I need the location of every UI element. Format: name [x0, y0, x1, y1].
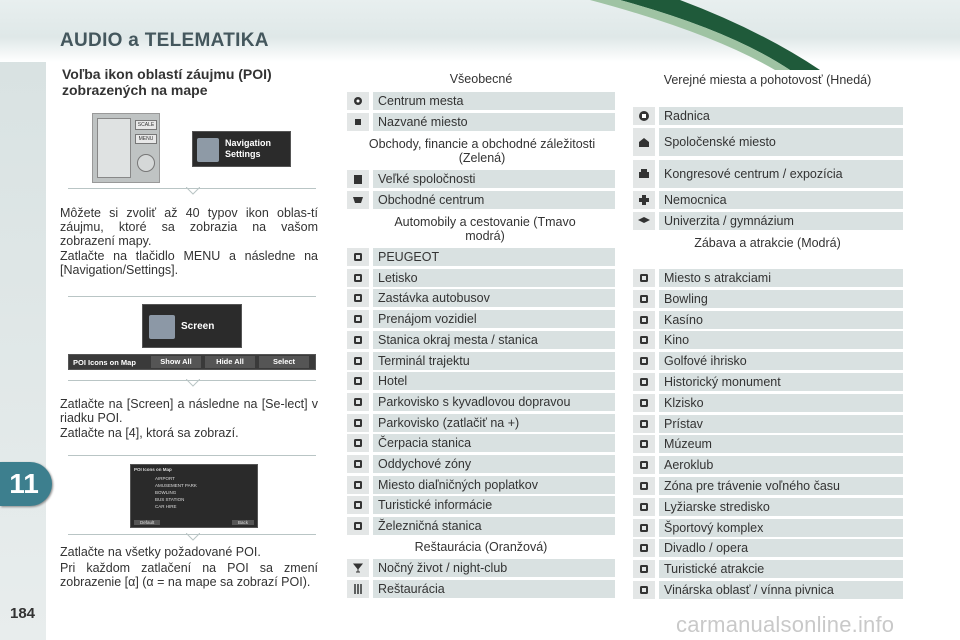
- poi-item: Kongresové centrum / expozícia: [633, 160, 903, 188]
- peugeot-icon: [347, 248, 369, 266]
- poi-item: Terminál trajektu: [347, 352, 615, 370]
- poi-item: Nočný život / night-club: [347, 559, 615, 577]
- poi-item: Nazvané miesto: [347, 113, 615, 131]
- city-centre-icon: [347, 92, 369, 110]
- poi-item: Zastávka autobusov: [347, 289, 615, 307]
- poi-item: Nemocnica: [633, 191, 903, 209]
- settings-tools-icon: [197, 138, 219, 162]
- named-place-icon: [347, 113, 369, 131]
- screen-icon: [149, 315, 175, 339]
- poi-item: Parkovisko s kyvadlovou dopravou: [347, 393, 615, 411]
- poi-item: Oddychové zóny: [347, 455, 615, 473]
- poi-item: Kasíno: [633, 311, 903, 329]
- parking-icon: [347, 414, 369, 432]
- poi-item: Parkovisko (zatlačiť na +): [347, 414, 615, 432]
- watermark: carmanualsonline.info: [676, 612, 895, 637]
- paragraph-2: Zatlačte na tlačidlo MENU a následne na [Navigation/Settings].: [60, 249, 318, 277]
- nav-label: Navigation: [225, 138, 272, 148]
- select-button: Select: [259, 356, 309, 368]
- university-icon: [633, 212, 655, 230]
- sports-icon: [633, 519, 655, 537]
- chapter-tab: 11: [0, 462, 52, 506]
- poi-item: Klzisko: [633, 394, 903, 412]
- separator: [68, 534, 316, 535]
- ski-icon: [633, 498, 655, 516]
- ferry-icon: [347, 352, 369, 370]
- hide-all-button: Hide All: [205, 356, 255, 368]
- casino-icon: [633, 311, 655, 329]
- poi-item: Prístav: [633, 415, 903, 433]
- poi-item: Divadlo / opera: [633, 539, 903, 557]
- page-header: [0, 0, 960, 62]
- shopping-icon: [347, 191, 369, 209]
- poi-list-row: AMUSEMENT PARK: [155, 483, 197, 488]
- nav-settings-screenshot: [192, 131, 291, 167]
- airport-icon: [347, 269, 369, 287]
- poi-list-row: BUS STATION: [155, 497, 185, 502]
- device-screenshot: [92, 113, 160, 183]
- golf-icon: [633, 352, 655, 370]
- show-all-button: Show All: [151, 356, 201, 368]
- bowling-icon: [633, 290, 655, 308]
- default-button: Default: [134, 520, 160, 525]
- poi-item: Stanica okraj mesta / stanica: [347, 331, 615, 349]
- tourist-info-icon: [347, 496, 369, 514]
- poi-list-row: AIRPORT: [155, 476, 175, 481]
- scale-button: SCALE: [135, 120, 157, 130]
- company-icon: [347, 170, 369, 188]
- poi-item: Železničná stanica: [347, 517, 615, 535]
- separator: [68, 296, 316, 297]
- tourist-attraction-icon: [633, 560, 655, 578]
- poi-item: Múzeum: [633, 435, 903, 453]
- separator: [68, 380, 316, 381]
- restaurant-icon: [347, 580, 369, 598]
- paragraph-1: Môžete si zvoliť až 40 typov ikon oblas-tí záujmu, ktoré sa zobrazia na vašom zobrazení mapy.: [60, 206, 318, 248]
- hotel-icon: [347, 372, 369, 390]
- category-heading: Všeobecné: [449, 72, 513, 86]
- paragraph-5: Zatlačte na všetky požadované POI.: [60, 545, 261, 559]
- bus-icon: [347, 289, 369, 307]
- rest-area-icon: [347, 455, 369, 473]
- toll-icon: [347, 476, 369, 494]
- poi-item: Zóna pre trávenie voľného času: [633, 477, 903, 495]
- poi-item: Aeroklub: [633, 456, 903, 474]
- category-heading: Reštaurácia (Oranžová): [414, 540, 548, 554]
- aeroclub-icon: [633, 456, 655, 474]
- category-heading: Verejné miesta a pohotovosť (Hnedá): [663, 73, 872, 87]
- poi-item: Lyžiarske stredisko: [633, 498, 903, 516]
- poi-item: Miesto diaľničných poplatkov: [347, 476, 615, 494]
- poi-bar-title: POI Icons on Map: [73, 357, 136, 367]
- ice-rink-icon: [633, 394, 655, 412]
- poi-list-row: CAR HIRE: [155, 504, 177, 509]
- poi-item: Miesto s atrakciami: [633, 269, 903, 287]
- poi-list-screenshot: [130, 464, 258, 528]
- train-icon: [347, 517, 369, 535]
- poi-item: Športový komplex: [633, 519, 903, 537]
- station-icon: [347, 331, 369, 349]
- paragraph-6: Pri každom zatlačení na POI sa zmení zobrazenie [α] (α = na mape sa zobrazí POI).: [60, 561, 318, 589]
- category-heading: Zábava a atrakcie (Modrá): [694, 236, 841, 250]
- jog-dial: [137, 154, 155, 172]
- separator: [68, 455, 316, 456]
- poi-list-row: BOWLING: [155, 490, 177, 495]
- poi-item: Bowling: [633, 290, 903, 308]
- menu-button: MENU: [135, 134, 157, 144]
- nightlife-icon: [347, 559, 369, 577]
- wine-icon: [633, 581, 655, 599]
- theatre-icon: [633, 539, 655, 557]
- poi-item: Golfové ihrisko: [633, 352, 903, 370]
- congress-icon: [633, 160, 655, 188]
- poi-item: Univerzita / gymnázium: [633, 212, 903, 230]
- poi-item: Prenájom vozidiel: [347, 310, 615, 328]
- poi-list-title: POI Icons on Map: [134, 467, 172, 472]
- poi-item: PEUGEOT: [347, 248, 615, 266]
- poi-item: Obchodné centrum: [347, 191, 615, 209]
- settings-label: Settings: [225, 149, 261, 159]
- poi-item: Radnica: [633, 107, 903, 125]
- poi-item: Turistické atrakcie: [633, 560, 903, 578]
- category-heading: Obchody, financie a obchodné záležitosti (Zelená): [368, 137, 596, 165]
- poi-item: Historický monument: [633, 373, 903, 391]
- monument-icon: [633, 373, 655, 391]
- poi-item: Reštaurácia: [347, 580, 615, 598]
- poi-item: Letisko: [347, 269, 615, 287]
- community-icon: [633, 128, 655, 156]
- poi-item: Spoločenské miesto: [633, 128, 903, 156]
- poi-item: Kino: [633, 331, 903, 349]
- paragraph-3: Zatlačte na [Screen] a následne na [Se-lect] v riadku POI.: [60, 397, 318, 425]
- screen-button-screenshot: [142, 304, 242, 348]
- poi-item: Vinárska oblasť / vínna pivnica: [633, 581, 903, 599]
- separator: [68, 188, 316, 189]
- fuel-icon: [347, 434, 369, 452]
- section-title: Voľba ikon oblastí záujmu (POI) zobrazených na mape: [62, 66, 272, 98]
- museum-icon: [633, 435, 655, 453]
- poi-item: Turistické informácie: [347, 496, 615, 514]
- attraction-icon: [633, 269, 655, 287]
- category-heading: Automobily a cestovanie (Tmavo modrá): [394, 215, 576, 243]
- hospital-icon: [633, 191, 655, 209]
- car-rental-icon: [347, 310, 369, 328]
- header-title: AUDIO a TELEMATIKA: [60, 30, 269, 51]
- poi-item: Čerpacia stanica: [347, 434, 615, 452]
- poi-item: Veľké spoločnosti: [347, 170, 615, 188]
- poi-item: Centrum mesta: [347, 92, 615, 110]
- poi-bar-screenshot: [68, 354, 316, 370]
- cinema-icon: [633, 331, 655, 349]
- leisure-icon: [633, 477, 655, 495]
- back-button: Back: [232, 520, 254, 525]
- harbour-icon: [633, 415, 655, 433]
- poi-item: Hotel: [347, 372, 615, 390]
- screen-label: Screen: [181, 321, 215, 332]
- park-ride-icon: [347, 393, 369, 411]
- side-band: [0, 0, 46, 640]
- paragraph-4: Zatlačte na [4], ktorá sa zobrazí.: [60, 426, 239, 440]
- header-swoosh: [560, 0, 820, 70]
- page-number: 184: [10, 605, 36, 622]
- town-hall-icon: [633, 107, 655, 125]
